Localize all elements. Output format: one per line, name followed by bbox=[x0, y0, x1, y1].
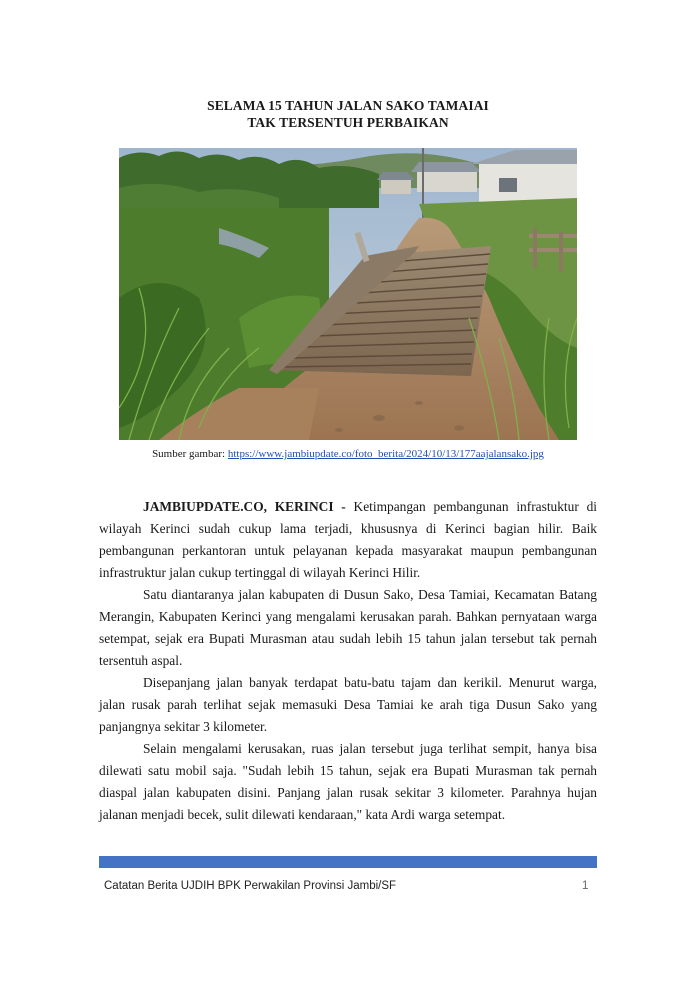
page-number: 1 bbox=[582, 880, 589, 892]
road-bridge-photo bbox=[119, 148, 577, 440]
footer-text: Catatan Berita UJDIH BPK Perwakilan Provinsi Jambi/SF bbox=[104, 880, 397, 892]
paragraph-4: Selain mengalami kerusakan, ruas jalan tersebut juga terlihat sempit, hanya bisa dilewati satu mobil saja. "Sudah lebih 15 tahun, sejak era Bupati Murasman tak pernah diaspal jalan kabupaten disini. Panjang jalan rusak sekitar 3 kilometer. Parahnya hujan jalanan menjadi becek, sulit dilewati kendaraan," kata Ardi warga setempat. bbox=[99, 741, 597, 822]
paragraph-2: Satu diantaranya jalan kabupaten di Dusun Sako, Desa Tamiai, Kecamatan Batang Merangin, Kabupaten Kerinci yang mengalami kerusakan parah. Bahkan pernyataan warga setempat, sejak era Bupati Murasman atau sudah lebih 15 tahun jalan tersebut tak pernah tersentuh aspal. bbox=[99, 587, 597, 668]
article-body bbox=[99, 496, 597, 826]
paragraph-1-text: Ketimpangan pembangunan infrastuktur di wilayah Kerinci sudah cukup lama terjadi, khususnya di Kerinci bagian hilir. Baik pembangunan perkantoran untuk pelayanan kepada masyarakat maupun pembangunan infrastruktur jalan cukup tertinggal di wilayah Kerinci Hilir. bbox=[99, 499, 597, 580]
title-line-1: SELAMA 15 TAHUN JALAN SAKO TAMAIAI bbox=[207, 98, 489, 113]
dateline: JAMBIUPDATE.CO, KERINCI - bbox=[143, 499, 346, 514]
caption-prefix: Sumber gambar: bbox=[152, 448, 228, 460]
paragraph-3: Disepanjang jalan banyak terdapat batu-batu tajam dan kerikil. Menurut warga, jalan rusak parah terlihat sejak memasuki Desa Tamiai ke arah tiga Dusun Sako yang panjangnya sekitar 3 kilometer. bbox=[99, 675, 597, 734]
paragraph-1 bbox=[99, 496, 597, 584]
title-line-2: TAK TERSENTUH PERBAIKAN bbox=[247, 115, 449, 130]
footer-bar bbox=[99, 856, 597, 868]
image-caption bbox=[100, 447, 596, 461]
caption-source-link[interactable]: https://www.jambiupdate.co/foto_berita/2024/10/13/177aajalansako.jpg bbox=[227, 448, 544, 460]
article-title bbox=[100, 97, 596, 131]
